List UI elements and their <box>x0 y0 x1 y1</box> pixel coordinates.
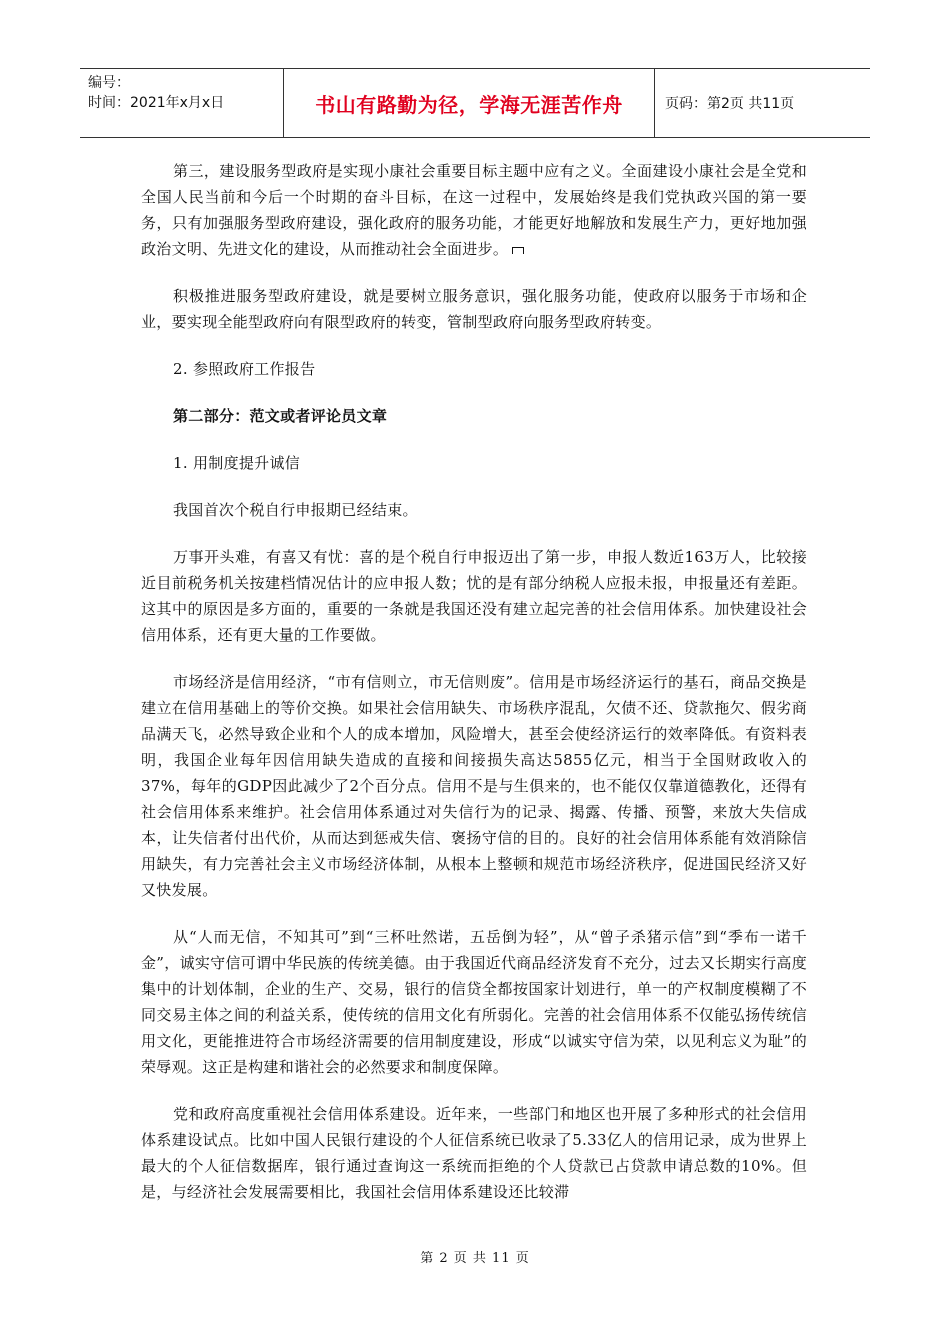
section-heading: 2. 参照政府工作报告 <box>173 360 316 378</box>
header-meta <box>80 69 284 137</box>
paragraph: 从“人而无信，不知其可”到“三杯吐然诺，五岳倒为轻”，从“曾子杀猪示信”到“季布一诺千金”，诚实守信可谓中华民族的传统美德。由于我国近代商品经济发育不充分，过去又长期实行高度集中的计划体制，企业的生产、交易，银行的信贷全都按国家计划进行，单一的产权制度模糊了不同交易主体之间的利益关系，使传统的信用文化有所弱化。完善的社会信用体系不仅能弘扬传统信用文化，更能推进符合市场经济需要的信用制度建设，形成“以诚实守信为荣，以见利忘义为耻”的荣辱观。这正是构建和谐社会的必然要求和制度保障。 <box>141 928 807 1076</box>
page-header <box>80 68 870 138</box>
paragraph: 第三，建设服务型政府是实现小康社会重要目标主题中应有之义。全面建设小康社会是全党和全国人民当前和今后一个时期的奋斗目标，在这一过程中，发展始终是我们党执政兴国的第一要务，只有加强服务型政府建设，强化政府的服务功能，才能更好地解放和发展生产力，更好地加强政治文明、先进文化的建设，从而推动社会全面进步。 <box>141 162 807 258</box>
header-motto: 书山有路勤为径，学海无涯苦作舟 <box>284 69 655 137</box>
header-page-label: 页码：第2页 共11页 <box>665 96 795 112</box>
page-footer: 第 2 页 共 11 页 <box>420 1251 530 1266</box>
paragraph: 我国首次个税自行申报期已经结束。 <box>173 501 418 519</box>
time-label: 时间：2021年x月x日 <box>88 95 225 111</box>
part-heading: 第二部分：范文或者评论员文章 <box>173 407 388 425</box>
paragraph: 党和政府高度重视社会信用体系建设。近年来，一些部门和地区也开展了多种形式的社会信用体系建设试点。比如中国人民银行建设的个人征信系统已收录了5.33亿人的信用记录，成为世界上最大的个人征信数据库，银行通过查询这一系统而拒绝的个人贷款已占贷款申请总数的10%。但是，与经济社会发展需要相比，我国社会信用体系建设还比较滞 <box>141 1105 807 1201</box>
document-body <box>141 158 807 1226</box>
number-label: 编号： <box>88 75 130 91</box>
paragraph: 市场经济是信用经济，“市有信则立，市无信则废”。信用是市场经济运行的基石，商品交换是建立在信用基础上的等价交换。如果社会信用缺失、市场秩序混乱，欠债不还、贷款拖欠、假劣商品满天飞，必然导致企业和个人的成本增加，风险增大，甚至会使经济运行的效率降低。有资料表明，我国企业每年因信用缺失造成的直接和间接损失高达5855亿元，相当于全国财政收入的37%，每年的GDP因此减少了2个百分点。信用不是与生俱来的，也不能仅仅靠道德教化，还得有社会信用体系来维护。社会信用体系通过对失信行为的记录、揭露、传播、预警，来放大失信成本，让失信者付出代价，从而达到惩戒失信、褒扬守信的目的。良好的社会信用体系能有效消除信用缺失，有力完善社会主义市场经济体制，从根本上整顿和规范市场经济秩序，促进国民经济又好又快发展。 <box>141 673 807 899</box>
edit-mark-icon <box>512 247 524 254</box>
article-title: 1. 用制度提升诚信 <box>173 454 301 472</box>
paragraph: 万事开头难，有喜又有忧：喜的是个税自行申报迈出了第一步，申报人数近163万人，比较接近目前税务机关按建档情况估计的应申报人数；忧的是有部分纳税人应报未报，申报量还有差距。这其中的原因是多方面的，重要的一条就是我国还没有建立起完善的社会信用体系。加快建设社会信用体系，还有更大量的工作要做。 <box>141 548 807 644</box>
paragraph: 积极推进服务型政府建设，就是要树立服务意识，强化服务功能，使政府以服务于市场和企业，要实现全能型政府向有限型政府的转变，管制型政府向服务型政府转变。 <box>141 287 807 331</box>
